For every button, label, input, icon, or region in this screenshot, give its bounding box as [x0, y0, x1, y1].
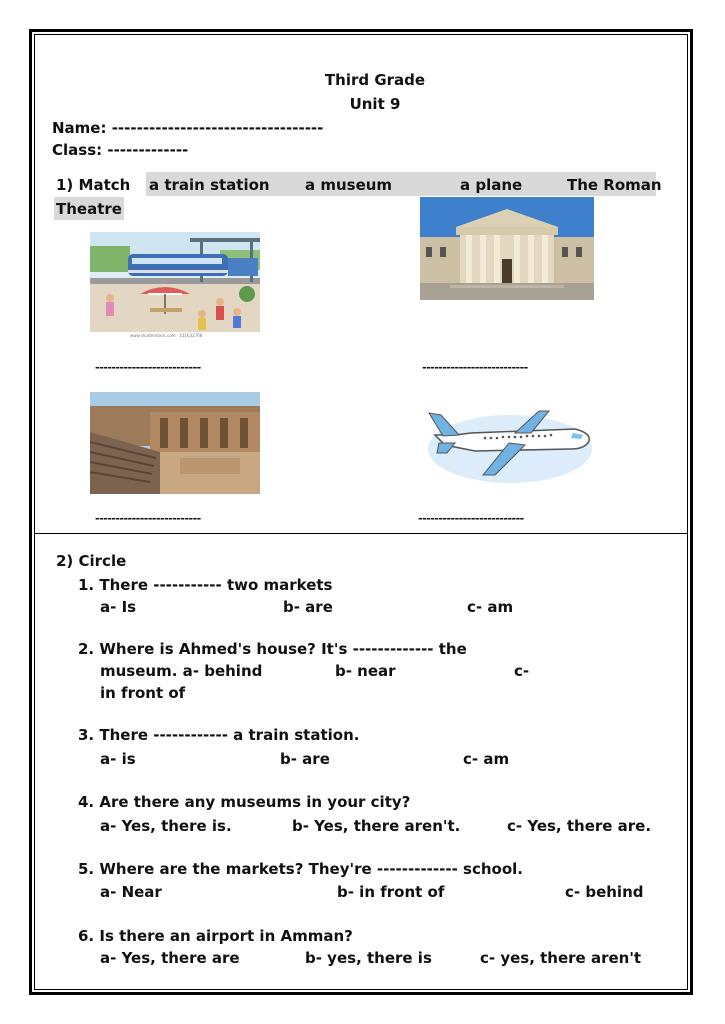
answer-blank-1[interactable]: -------------------------- — [95, 361, 201, 374]
q4-option-c[interactable]: c- Yes, there are. — [507, 817, 652, 835]
section1-heading: 1) Match — [56, 176, 131, 194]
plane-image — [425, 405, 595, 485]
question-6: 6. Is there an airport in Amman? — [78, 927, 353, 945]
q4-option-b[interactable]: b- Yes, there aren't. — [292, 817, 461, 835]
question-3: 3. There ------------ a train station. — [78, 726, 360, 744]
section2-heading: 2) Circle — [56, 552, 127, 570]
q5-option-c[interactable]: c- behind — [565, 883, 644, 901]
name-line: Name: ---------------------------------- — [52, 119, 324, 137]
q5-option-b[interactable]: b- in front of — [337, 883, 445, 901]
q1-option-a[interactable]: a- Is — [100, 598, 137, 616]
q1-option-c[interactable]: c- am — [467, 598, 514, 616]
q2-option-b[interactable]: b- near — [335, 662, 396, 680]
q3-option-b[interactable]: b- are — [280, 750, 330, 768]
q2-option-c[interactable]: c- — [514, 662, 530, 680]
word-museum: a museum — [305, 176, 393, 194]
answer-blank-2[interactable]: -------------------------- — [422, 361, 528, 374]
museum-image — [420, 197, 594, 300]
q1-option-b[interactable]: b- are — [283, 598, 333, 616]
q4-option-a[interactable]: a- Yes, there is. — [100, 817, 232, 835]
q5-option-a[interactable]: a- Near — [100, 883, 162, 901]
question-4: 4. Are there any museums in your city? — [78, 793, 411, 811]
q6-option-a[interactable]: a- Yes, there are — [100, 949, 240, 967]
question-5: 5. Where are the markets? They're ------------- school. — [78, 860, 523, 878]
train-station-image — [90, 232, 260, 332]
q2-option-a[interactable]: museum. a- behind — [100, 662, 263, 680]
q2-option-c-text[interactable]: in front of — [100, 684, 186, 702]
word-train-station: a train station — [149, 176, 270, 194]
unit-title: Unit 9 — [349, 95, 401, 113]
q3-option-a[interactable]: a- is — [100, 750, 136, 768]
section-divider — [34, 533, 688, 534]
photo-credit: www.shutterstock.com · 111632768 — [130, 333, 203, 338]
grade-title: Third Grade — [324, 71, 426, 89]
word-theatre: Theatre — [56, 200, 122, 218]
question-2: 2. Where is Ahmed's house? It's ------------- the — [78, 640, 467, 658]
q6-option-b[interactable]: b- yes, there is — [305, 949, 432, 967]
word-roman: The Roman — [567, 176, 662, 194]
q3-option-c[interactable]: c- am — [463, 750, 510, 768]
roman-theatre-image — [90, 392, 260, 494]
answer-blank-4[interactable]: -------------------------- — [418, 512, 524, 525]
answer-blank-3[interactable]: -------------------------- — [95, 512, 201, 525]
question-1: 1. There ----------- two markets — [78, 576, 333, 594]
word-plane: a plane — [460, 176, 523, 194]
q6-option-c[interactable]: c- yes, there aren't — [480, 949, 642, 967]
class-line: Class: ------------- — [52, 141, 189, 159]
